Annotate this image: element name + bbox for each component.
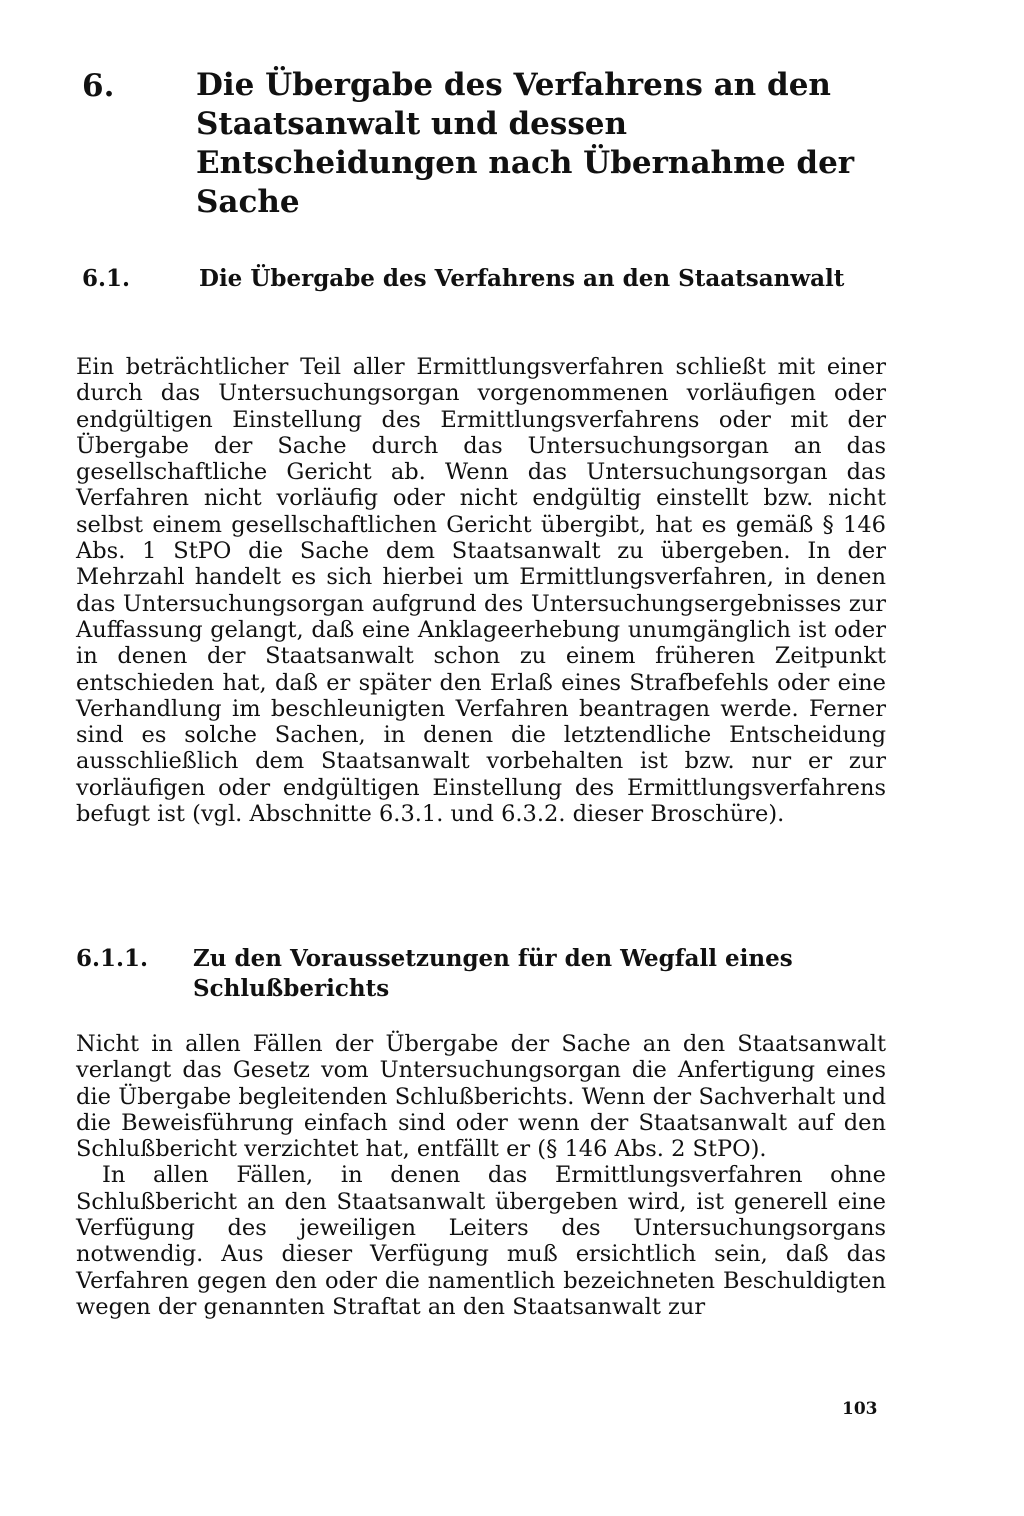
section-title: Die Übergabe des Verfahrens an den Staatsanwalt — [199, 265, 845, 292]
subsection-body — [76, 1031, 886, 1320]
page-number: 103 — [842, 1399, 878, 1419]
section-number: 6.1. — [82, 265, 131, 292]
chapter-title: Die Übergabe des Verfahrens an den Staatsanwalt und dessen Entscheidungen nach Übernahme der Sache — [196, 67, 855, 220]
paragraph: Nicht in allen Fällen der Übergabe der Sache an den Staatsanwalt verlangt das Gesetz vom Untersuchungsorgan die Anfertigung eines die Übergabe begleitenden Schlußberichts. Wenn der Sachverhalt und die Beweisführung einfach sind oder wenn der Staatsanwalt auf den Schlußbericht verzichtet hat, entfällt er (§ 146 Abs. 2 StPO). — [76, 1031, 886, 1163]
section-body — [76, 354, 886, 827]
paragraph: In allen Fällen, in denen das Ermittlungsverfahren ohne Schlußbericht an den Staatsanwalt übergeben wird, ist generell eine Verfügung des jeweiligen Leiters des Untersuchungsorgans notwendig. Aus dieser Verfügung muß ersichtlich sein, daß das Verfahren gegen den oder die namentlich bezeichneten Beschuldigten wegen der genannten Straftat an den Staatsanwalt zur — [76, 1162, 886, 1320]
subsection-number: 6.1.1. — [76, 945, 149, 972]
subsection-title: Zu den Voraussetzungen für den Wegfall eines Schlußberichts — [193, 945, 793, 1002]
paragraph: Ein beträchtlicher Teil aller Ermittlungsverfahren schließt mit einer durch das Untersuchungsorgan vorgenommenen vorläufigen oder endgültigen Einstellung des Ermittlungsverfahrens oder mit der Übergabe der Sache durch das Untersuchungsorgan an das gesellschaftliche Gericht ab. Wenn das Untersuchungsorgan das Verfahren nicht vorläufig oder nicht endgültig einstellt bzw. nicht selbst einem gesellschaftlichen Gericht übergibt, hat es gemäß § 146 Abs. 1 StPO die Sache dem Staatsanwalt zu übergeben. In der Mehrzahl handelt es sich hierbei um Ermittlungsverfahren, in denen das Untersuchungsorgan aufgrund des Untersuchungsergebnisses zur Auffassung gelangt, daß eine Anklageerhebung unumgänglich ist oder in denen der Staatsanwalt schon zu einem früheren Zeitpunkt entschieden hat, daß er später den Erlaß eines Strafbefehls oder eine Verhandlung im beschleunigten Verfahren beantragen werde. Ferner sind es solche Sachen, in denen die letztendliche Entscheidung ausschließlich dem Staatsanwalt vorbehalten ist bzw. nur er zur vorläufigen oder endgültigen Einstellung des Ermittlungsverfahrens befugt ist (vgl. Abschnitte 6.3.1. und 6.3.2. dieser Broschüre). — [76, 354, 886, 828]
chapter-number: 6. — [82, 68, 115, 104]
